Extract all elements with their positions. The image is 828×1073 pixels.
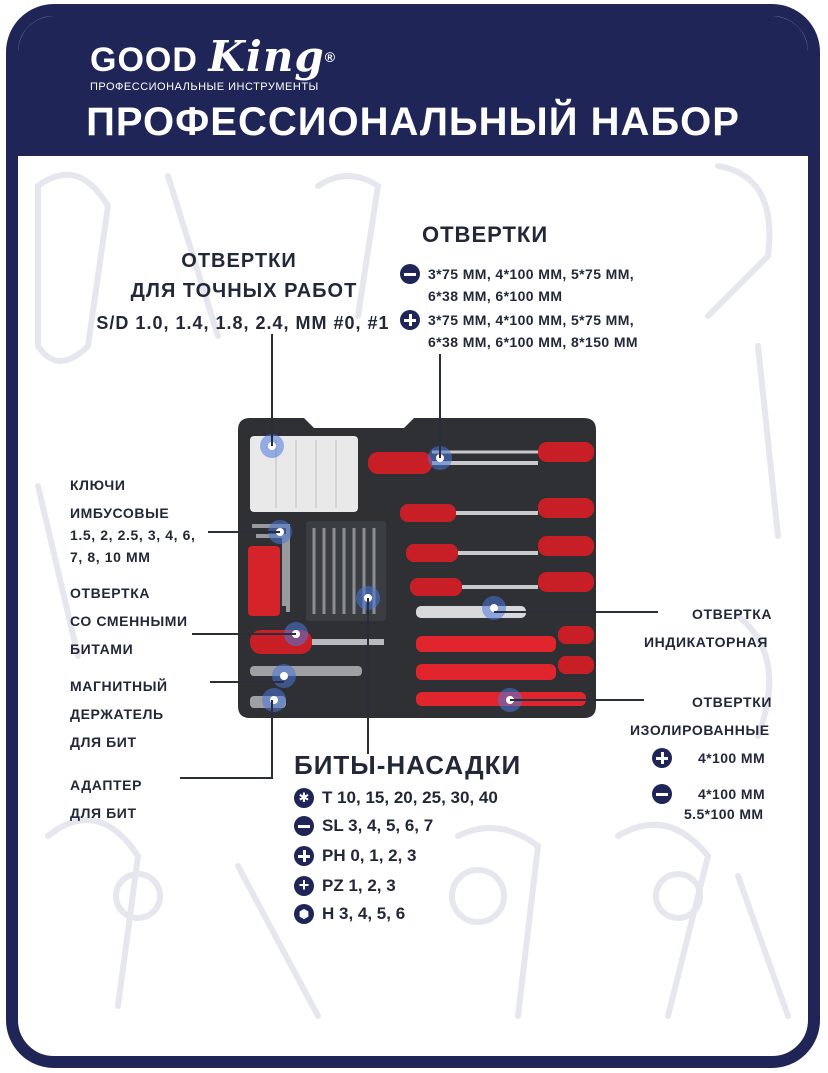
adapter-label-1: АДАПТЕР (70, 777, 143, 793)
insulated-label-2: ИЗОЛИРОВАННЫЕ (630, 722, 770, 738)
precision-title-line1: ОТВЕРТКИ (181, 250, 297, 272)
insulated-minus-size-1: 4*100 ММ (698, 786, 766, 802)
bits-title: БИТЫ-НАСАДКИ (294, 750, 522, 780)
insulated-plus-size: 4*100 ММ (698, 750, 766, 766)
logo-subtitle: ПРОФЕССИОНАЛЬНЫЕ ИНСТРУМЕНТЫ (90, 81, 319, 93)
insulated-minus-size-2: 5.5*100 ММ (684, 806, 764, 822)
bits-pozidriv: PZ 1, 2, 3 (322, 876, 396, 895)
logo-text-king: King (208, 32, 325, 81)
screwdrivers-flat-line2: 6*38 ММ, 6*100 ММ (428, 288, 563, 304)
adapter-label-2: ДЛЯ БИТ (70, 805, 137, 821)
hex-keys-label-3: 1.5, 2, 2.5, 3, 4, 6, (70, 527, 196, 543)
precision-sizes: S/D 1.0, 1.4, 1.8, 2.4, ММ #0, #1 (96, 313, 390, 333)
magnetic-label-3: ДЛЯ БИТ (70, 734, 137, 750)
bit-driver-label-2: СО СМЕННЫМИ (70, 613, 188, 629)
poster-frame (6, 4, 820, 1068)
magnetic-label-1: МАГНИТНЫЙ (70, 678, 168, 694)
bits-torx: T 10, 15, 20, 25, 30, 40 (322, 788, 498, 807)
screwdrivers-title: ОТВЕРТКИ (422, 222, 549, 247)
bits-slotted: SL 3, 4, 5, 6, 7 (322, 816, 434, 835)
logo-registered-mark: ® (324, 49, 337, 65)
tool-case-illustration (18, 16, 808, 1056)
page-title: ПРОФЕССИОНАЛЬНЫЙ НАБОР (86, 100, 740, 144)
indicator-label-1: ОТВЕРТКА (692, 606, 773, 622)
bits-hex: H 3, 4, 5, 6 (322, 904, 406, 923)
screwdrivers-flat-line1: 3*75 ММ, 4*100 ММ, 5*75 ММ, (428, 266, 635, 282)
magnetic-label-2: ДЕРЖАТЕЛЬ (70, 706, 164, 722)
bit-driver-label-3: БИТАМИ (70, 641, 134, 657)
bits-phillips: PH 0, 1, 2, 3 (322, 846, 417, 865)
indicator-label-2: ИНДИКАТОРНАЯ (644, 634, 769, 650)
screwdrivers-phillips-line1: 3*75 ММ, 4*100 ММ, 5*75 ММ, (428, 312, 635, 328)
bit-driver-label-1: ОТВЕРТКА (70, 585, 151, 601)
insulated-label-1: ОТВЕРТКИ (692, 694, 773, 710)
logo-text-good: GOOD (90, 41, 198, 79)
hex-keys-label-2: ИМБУСОВЫЕ (70, 505, 170, 521)
precision-title-line2: ДЛЯ ТОЧНЫХ РАБОТ (130, 280, 358, 302)
hex-keys-label-4: 7, 8, 10 ММ (70, 549, 151, 565)
screwdrivers-phillips-line2: 6*38 ММ, 6*100 ММ, 8*150 ММ (428, 334, 638, 350)
hex-keys-label-1: КЛЮЧИ (70, 477, 126, 493)
